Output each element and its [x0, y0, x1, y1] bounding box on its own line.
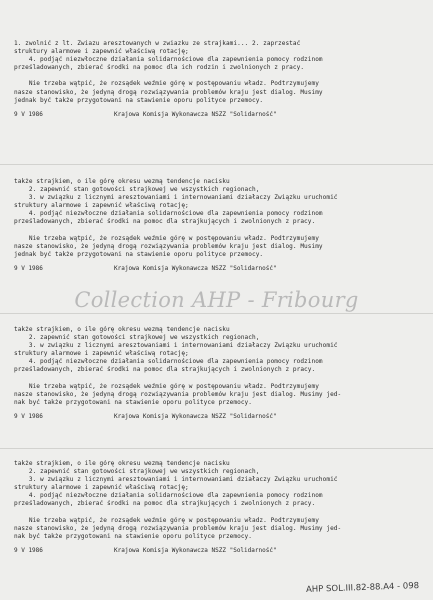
text-line: 4. podjąć niezwłoczne działania solidarnościowe dla zapewnienia pomocy rodzinom: [14, 492, 323, 500]
text-line: 4. podjąć niezwłoczne działania solidarnościowe dla zapewnienia pomocy rodzinom: [14, 56, 323, 64]
leaflet-text: [14, 40, 419, 105]
text-line: [14, 72, 419, 80]
text-line: także strajkiem, o ile górę okresu wezmą tendencje nacisku: [14, 178, 230, 185]
text-line: prześladowanych, zbierać środki na pomoc dla strajkujących i zwolnionych z pracy.: [14, 366, 316, 374]
text-line: struktury alarmowe i zapewnić właściwą rotację;: [14, 350, 189, 358]
leaflet-copy-3: [14, 326, 419, 421]
fold-line: [0, 448, 433, 449]
text-line: nasze stanowisko, że jedyną drogą rozwiązywania problemów kraju jest dialog. Musimy: [14, 242, 323, 250]
text-line: 4. podjąć niezwłoczne działania solidarnościowe dla zapewnienia pomocy rodzinom: [14, 358, 323, 366]
signature-line: [14, 547, 419, 555]
text-line: 4. podjąć niezwłoczne działania solidarnościowe dla zapewnienia pomocy rodzinom: [14, 210, 323, 218]
archive-stamp: AHP SOL.III.82-88.A4 - 098: [305, 581, 420, 595]
text-line: 3. w związku z licznymi aresztowaniami i internowaniami działaczy Związku uruchomić: [14, 342, 338, 350]
text-line: prześladowanych, zbierać środki na pomoc dla strajkujących i zwolnionych z pracy.: [14, 218, 316, 226]
leaflet-signature: Krajowa Komisja Wykonawcza NSZZ "Solidarność": [114, 110, 277, 118]
leaflet-copy-1: [14, 40, 419, 119]
fold-line: [0, 313, 433, 314]
collection-watermark: Collection AHP - Fribourg: [74, 288, 359, 312]
text-line: nasze stanowisko, że jedyną drogą rozwiązywania problemów kraju jest dialog. Musimy jed-: [14, 524, 342, 532]
leaflet-signature: Krajowa Komisja Wykonawcza NSZZ "Solidarność": [114, 546, 277, 554]
text-line: [14, 509, 419, 517]
text-line: jednak być także przygotowani na stawienie oporu polityce przemocy.: [14, 96, 264, 104]
text-line: także strajkiem, o ile górę okresu wezmą tendencje nacisku: [14, 460, 230, 467]
text-line: nak być także przygotowani na stawienie oporu polityce przemocy.: [14, 532, 252, 540]
text-line: Nie trzeba wątpić, że rozsądek weźmie górę w postępowaniu władz. Podtrzymujemy: [14, 80, 319, 88]
text-line: 3. w związku z licznymi aresztowaniami i internowaniami działaczy Związku uruchomić: [14, 194, 338, 202]
text-line: nak być także przygotowani na stawienie oporu polityce przemocy.: [14, 398, 252, 406]
text-line: 1. zwolnić z lt. Zwiazu aresztowanych w zwiazku ze strajkami... 2. zaprzestać: [14, 40, 301, 47]
text-line: Nie trzeba wątpić, że rozsądek weźmie górę w postępowaniu władz. Podtrzymujemy: [14, 516, 319, 524]
signature-line: [14, 111, 419, 119]
signature-line: [14, 265, 419, 273]
text-line: nasze stanowisko, że jedyną drogą rozwiązywania problemów kraju jest dialog. Musimy: [14, 88, 323, 96]
leaflet-date: 9 V 1986: [14, 412, 43, 420]
text-line: także strajkiem, o ile górę okresu wezmą tendencje nacisku: [14, 326, 230, 333]
text-line: prześladowanych, zbierać środki na pomoc dla strajkujących i zwolnionych z pracy.: [14, 500, 316, 508]
text-line: 2. zapewnić stan gotowości strajkowej we wszystkich regionach,: [14, 468, 260, 476]
text-line: Nie trzeba wątpić, że rozsądek weźmie górę w postępowaniu władz. Podtrzymujemy: [14, 382, 319, 390]
text-line: [14, 375, 419, 383]
leaflet-text: [14, 178, 419, 259]
text-line: struktury alarmowe i zapewnić właściwą rotację;: [14, 484, 189, 492]
text-line: [14, 227, 419, 235]
leaflet-date: 9 V 1986: [14, 110, 43, 118]
text-line: 2. zapewnić stan gotowości strajkowej we wszystkich regionach,: [14, 186, 260, 194]
leaflet-date: 9 V 1986: [14, 546, 43, 554]
leaflet-text: [14, 460, 419, 541]
text-line: struktury alarmowe i zapewnić właściwą rotację;: [14, 48, 189, 56]
leaflet-copy-4: [14, 460, 419, 555]
leaflet-signature: Krajowa Komisja Wykonawcza NSZZ "Solidarność": [114, 412, 277, 420]
fold-line: [0, 164, 433, 165]
text-line: struktury alarmowe i zapewnić właściwą rotację;: [14, 202, 189, 210]
leaflet-copy-2: [14, 178, 419, 273]
text-line: jednak być także przygotowani na stawienie oporu polityce przemocy.: [14, 250, 264, 258]
text-line: nasze stanowisko, że jedyną drogą rozwiązywania problemów kraju jest dialog. Musimy jed-: [14, 390, 342, 398]
text-line: 2. zapewnić stan gotowości strajkowej we wszystkich regionach,: [14, 334, 260, 342]
leaflet-signature: Krajowa Komisja Wykonawcza NSZZ "Solidarność": [114, 264, 277, 272]
leaflet-date: 9 V 1986: [14, 264, 43, 272]
signature-line: [14, 413, 419, 421]
text-line: prześladowanych, zbierać środki na pomoc dla ich rodzin i zwolnionych z pracy.: [14, 64, 305, 72]
text-line: 3. w związku z licznymi aresztowaniami i internowaniami działaczy Związku uruchomić: [14, 476, 338, 484]
text-line: Nie trzeba wątpić, że rozsądek weźmie górę w postępowaniu władz. Podtrzymujemy: [14, 234, 319, 242]
leaflet-text: [14, 326, 419, 407]
